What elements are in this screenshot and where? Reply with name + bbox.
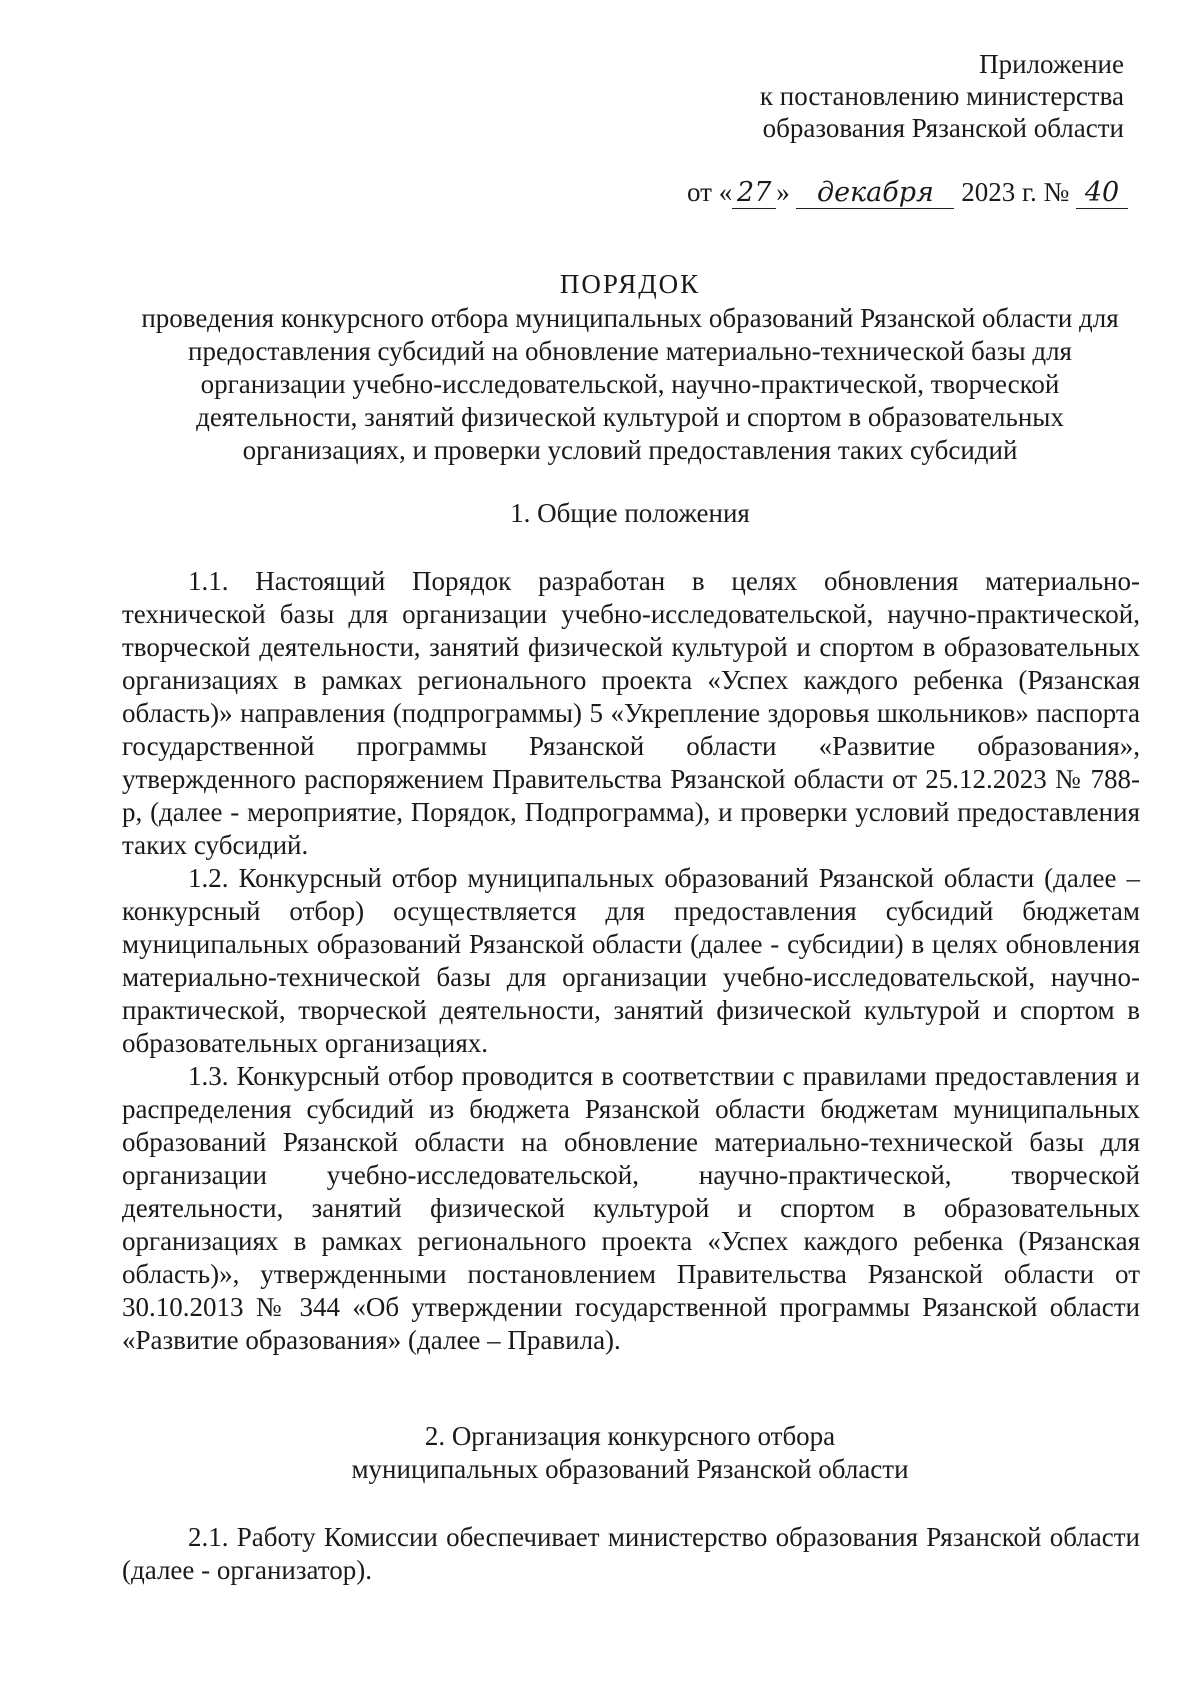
section-2-body [122,1521,1140,1587]
paragraph-2-1: 2.1. Работу Комиссии обеспечивает министерство образования Рязанской области (далее - организатор). [122,1522,1140,1585]
paragraph-1-1: 1.1. Настоящий Порядок разработан в целях обновления материально-технической базы для организации учебно-исследовательской, научно-практической, творческой деятельности, занятий физической культурой и спортом в образовательных организациях в рамках регионального проекта «Успех каждого ребенка (Рязанская область)» направления (подпрограммы) 5 «Укрепление здоровья школьников» паспорта государственной программы Рязанской области «Развитие образования», утвержденного распоряжением Правительства Рязанской области от 25.12.2023 № 788-р, (далее - мероприятие, Порядок, Подпрограмма), и проверки условий предоставления таких субсидий. [122,566,1140,860]
appendix-line-3: образования Рязанской области [762,113,1124,143]
date-mid: » [776,177,797,207]
appendix-line-2: к постановлению министерства [759,81,1124,111]
date-prefix: от « [687,177,733,207]
section-1-body [122,565,1140,1357]
date-year: 2023 г. № [954,177,1076,207]
handwritten-day: 27 [732,178,776,209]
section-2-heading-line-2: муниципальных образований Рязанской области [351,1454,909,1484]
appendix-line-1: Приложение [979,49,1124,79]
paragraph-1-3: 1.3. Конкурсный отбор проводится в соответствии с правилами предоставления и распределения субсидий из бюджета Рязанской области бюджетам муниципальных образований Рязанской области на обновление материально-технической базы для организации учебно-исследовательской, научно-практической, творческой деятельности, занятий физической культурой и спортом в образовательных организациях в рамках регионального проекта «Успех каждого ребенка (Рязанская область)», утвержденными постановлением Правительства Рязанской области от 30.10.2013 № 344 «Об утверждении государственной программы Рязанской области «Развитие образования» (далее – Правила). [122,1061,1140,1355]
resolution-date-line [687,176,1128,209]
document-subtitle: проведения конкурсного отбора муниципальных образований Рязанской области для предоставления субсидий на обновление материально-технической базы для организации учебно-исследовательской, научно-практической, творческой деятельности, занятий физической культурой и спортом в образовательных организациях, и проверки условий предоставления таких субсидий [141,303,1119,465]
handwritten-number: 40 [1076,178,1128,209]
handwritten-month: декабря [796,178,954,209]
document-title: ПОРЯДОК [559,269,701,299]
section-1-heading: 1. Общие положения [510,498,750,528]
section-2-heading-line-1: 2. Организация конкурсного отбора [424,1421,836,1451]
appendix-header [604,48,1124,144]
paragraph-1-2: 1.2. Конкурсный отбор муниципальных образований Рязанской области (далее – конкурсный отбор) осуществляется для предоставления субсидий бюджетам муниципальных образований Рязанской области (далее - субсидии) в целях обновления материально-технической базы для организации учебно-исследовательской, научно-практической, творческой деятельности, занятий физической культурой и спортом в образовательных организациях. [122,863,1140,1058]
